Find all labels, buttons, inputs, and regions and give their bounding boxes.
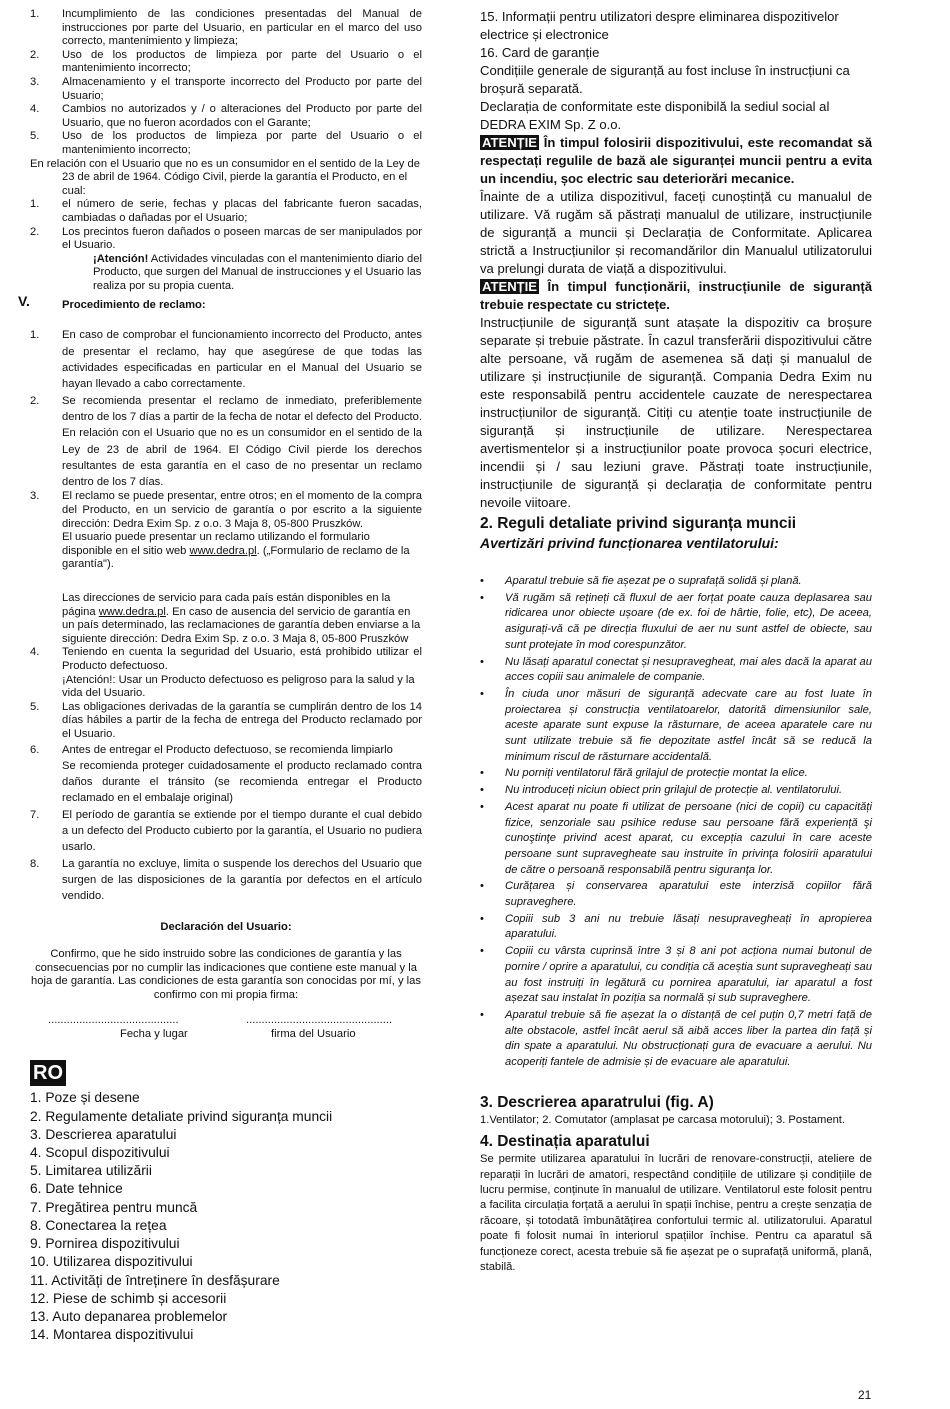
instructions-paragraph: Instrucțiunile de siguranță sunt atașate la dispozitiv ca broșure separate și trebuie păstrate. În cazul transferării dispozitivului către alte persoane, vă rugăm de asemenea să dați și manualul de utilizare și instrucțiunile de siguranță. Compania Dedra Exim nu este responsabilă pentru accidentele cauzate de nerespectarea instrucțiunilor de siguranță. Citiți cu atenție toate instrucțiunile de siguranță și instrucțiunile de utilizare. Nerespectarea avertismentelor și a instrucțiunilor poate provoca șocuri electrice, incendii și / sau leziuni grave. Păstrați toate instrucțiunile, instrucțiunile de siguranță și declarația de conformitate pentru nevoile viitoare. (480, 315, 872, 510)
toc-item: 12. Piese de schimb și accesorii (30, 1290, 227, 1306)
atentie-badge: ATENȚIE (482, 279, 538, 294)
date-place-label: Fecha y lugar (120, 1028, 188, 1041)
declaration-title: Declaración del Usuario: (160, 920, 292, 933)
destination-text: Se permite utilizarea aparatului în lucrări de renovare-construcții, ateliere de reparații în lucrări de amatori, respectând condițiile de utilizare și condițiile de lucru permise, conținute în manualul de utilizare. Ventilatorul este folosit pentru a facilita circulația forțată a aerului în spații închise, pentru a crește senzația de răcoare, și totodată îmbunătățirea confortului termic al. utilizatorului. Aparatul poate fi folosit numai în interiorul spațiilor închise. Pentru ca aparatul să funcționeze corect, acesta trebuie să fie așezat pe o suprafață uniformă, plană, stabilă. (480, 1153, 872, 1274)
right-column (480, 8, 872, 1275)
list-item: • Nu lăsați aparatul conectat și nesupravegheat, mai ales dacă la aparat au acces copiii sau animalele de companie. (480, 655, 872, 684)
toc-item: 10. Utilizarea dispozitivului (30, 1254, 193, 1270)
toc-item: 8. Conectarea la rețea (30, 1217, 167, 1233)
page-number: 21 (858, 1388, 872, 1402)
list-item: 2. Se recomienda presentar el reclamo de inmediato, preferiblemente dentro de los 7 días a partir de la fecha de notar el defecto del Producto. En relación con el Usuario que no es un consumidor en el sentido de la Ley de 23 de abril de 1964. El Código Civil pierde los derechos resultantes de esta garantía en el caso de no presentar un reclamo dentro de los 7 días. (30, 394, 422, 489)
list-a (30, 8, 422, 158)
list-item: • Aparatul trebuie să fie așezat la o distanță de cel puțin 0,7 metri față de alte obstacole, astfel încât aerul să aibă acces liber la partea din față și din spate a aparatului. Nu obstrucționați gura de evacuare a aerului. Nu acoperiți fantele de admisie și de evacuare ale aparatului. (480, 1008, 872, 1069)
attention-note: ¡Atención! Actividades vinculadas con el mantenimiento diario del Producto, que surgen del Manual de instrucciones y el Usuario las realiza por su propia cuenta. (93, 252, 422, 292)
list-item: 3. El reclamo se puede presentar, entre otros; en el momento de la compra del Producto, en un servicio de garantía o por escrito a la siguiente dirección: Dedra Exim Sp. z o.o. 3 Maja 8, 05-800 Pruszków. El usuario puede presentar un reclamo utilizando el formulario disponible en el sitio web www.dedra.pl. („Formulario de reclamo de la garantía"). Las direcciones de servicio para cada país están disponibles en la página www.dedra.pl. En caso de ausencia del servicio de garantía en un país determinado, las reclamaciones de garantía deben enviarse a la siguiente dirección: Dedra Exim Sp. z o.o. 3 Maja 8, 05-800 Pruszków (30, 490, 422, 645)
dedra-link[interactable]: www.dedra.pl (98, 605, 166, 618)
toc-item: 14. Montarea dispozitivului (30, 1327, 194, 1343)
section-heading-destination: 4. Destinația aparatului (480, 1133, 650, 1151)
list-item: 1. En caso de comprobar el funcionamiento incorrecto del Producto, antes de presentar el reclamo, hay que asegúrese de que todas las actividades especificadas en particular en el Manual del Usuario se hayan llevado a cabo correctamente. (30, 329, 422, 391)
list-item: • Copiii cu vârsta cuprinsă între 3 și 8 ani pot acționa numai butonul de pornire / oprire a aparatului, cu condiția că aceștia sunt supravegheați sau au fost instruiți în legătură cu pornirea aparatului, iar aparatul a fost așezat sau instalat în poziția sa normală și sub supraveghere. (480, 945, 872, 1005)
list-item: 2. Los precintos fueron dañados o poseen marcas de ser manipulados por el Usuario. (30, 225, 422, 252)
warning-usage: ATENȚIE În timpul folosirii dispozitivului, este recomandat să respectați regulile de bază ale siguranței muncii pentru a evita un incendiu, șoc electric sau deteriorări mecanice. (480, 135, 872, 186)
list-item: 3. Almacenamiento y el transporte incorrecto del Producto por parte del Usuario; (30, 75, 422, 102)
toc-item: 13. Auto depanarea problemelor (30, 1308, 228, 1324)
list-item: 4. Cambios no autorizados y / o alteraciones del Producto por parte del Usuario, que no fueron acordados con el Garante; (30, 103, 422, 129)
list-item: 1. el número de serie, fechas y placas del fabricante fueron sacadas, cambiadas o dañadas por el Usuario; (30, 198, 422, 224)
section-v-heading: V. Procedimiento de reclamo: (18, 293, 206, 312)
service-addresses: Las direcciones de servicio para cada país están disponibles en la página www.dedra.pl. En caso de ausencia del servicio de garantía en un país determinado, las reclamaciones de garantía deben enviarse a la siguiente dirección: Dedra Exim Sp. z o.o. 3 Maja 8, 05-800 Pruszków (62, 592, 421, 645)
description-text: 1.Ventilator; 2. Comutator (amplasat pe carcasa motorului); 3. Postament. (480, 1113, 846, 1126)
dedra-link[interactable]: www.dedra.pl (189, 544, 257, 557)
list-item: 8. La garantía no excluye, limita o suspende los derechos del Usuario que surgen de las disposiciones de la garantía por defectos en el artículo vendido. (30, 857, 422, 903)
subheading-warnings: Avertizări privind funcționarea ventilatorului: (480, 535, 779, 551)
list-item: 1. Incumplimiento de las condiciones presentadas del Manual de instrucciones por parte del Usuario, en particular en el marco del uso correcto, mantenimiento y limpieza; (30, 8, 422, 48)
list-item: • Curățarea și conservarea aparatului este interzisă copiilor fără supraveghere. (480, 880, 872, 909)
toc-item: 1. Poze și desene (30, 1090, 140, 1106)
toc-item: 4. Scopul dispozitivului (30, 1145, 170, 1161)
atentie-badge: ATENȚIE (482, 135, 538, 150)
general-conditions: Condițiile generale de siguranță au fost incluse în instrucțiuni ca broșură separată. (480, 63, 850, 96)
list-item: 4. Teniendo en cuenta la seguridad del Usuario, está prohibido utilizar el Producto defectuoso. ¡Atención!: Usar un Producto defectuoso es peligroso para la salud y la vida del Usuario. (30, 646, 422, 700)
manual-paragraph: Înainte de a utiliza dispozitivul, faceți cunoștință cu manualul de utilizare. Vă rugăm să păstrați manualul de utilizare, instrucțiunile de siguranță a muncii și Declarația de Conformitate. Aplicarea strictă a Instrucțiunilor și recomandărilor din Manualul utilizatorului va prelungi durata de viață a dispozitivului. (480, 189, 872, 276)
list-item: • În ciuda unor măsuri de siguranță adecvate care au fost luate în proiectarea și construcția ventilatoarelor, datorită dimensiunilor sale, aceste aparate sunt expuse la răsturnare, de aceea aparatele care nu sunt utilizate trebuie să fie depozitate astfel încât să se reducă la minimum riscul de răsturnare accidentală. (480, 687, 872, 763)
signature-dots-name: ............................................... (246, 1014, 393, 1027)
toc-item: 11. Activități de întreținere în desfășurare (30, 1272, 280, 1288)
list-item: 7. El período de garantía se extiende por el tiempo durante el cual debido a un defecto del Producto cubierto por la garantía, el Usuario no pudiera usarlo. (30, 808, 422, 854)
toc-item: 2. Regulamente detaliate privind siguranța muncii (30, 1108, 333, 1124)
toc-item: 9. Pornirea dispozitivului (30, 1236, 180, 1252)
section-heading-rules: 2. Reguli detaliate privind siguranța muncii (480, 515, 797, 532)
toc-item: 5. Limitarea utilizării (30, 1163, 152, 1179)
declaration-conformity: Declarația de conformitate este disponibilă la sediul social al DEDRA EXIM Sp. Z o.o. (480, 99, 830, 132)
table-of-contents (30, 1089, 422, 1344)
list-item: 5. Uso de los productos de limpieza por parte del Usuario o el mantenimiento incorrecto; (30, 130, 422, 156)
list-item: 5. Las obligaciones derivadas de la garantía se cumplirán dentro de los 14 días hábiles a partir de la fecha de entrega del Producto reclamado por el Usuario. (30, 700, 422, 740)
list-item: 2. Uso de los productos de limpieza por parte del Usuario o el mantenimiento incorrecto; (30, 48, 422, 75)
language-badge: RO (30, 1060, 66, 1086)
list-item: • Acest aparat nu poate fi utilizat de persoane (nici de copii) cu capacități fizice, senzoriale sau psihice reduse sau persoane fără experiență şi cunoştinţe privind acest aparat, cu excepția cazului în care aceste persoane sunt supravegheate sau instruite în privinţa folosirii aparatului de către o persoană responsabilă pentru siguranţa lor. (480, 800, 872, 876)
left-column (18, 8, 422, 1344)
toc-item: 3. Descrierea aparatului (30, 1126, 177, 1142)
user-signature-label: firma del Usuario (271, 1028, 356, 1041)
toc-item: 7. Pregătirea pentru muncă (30, 1199, 198, 1215)
toc-item: 16. Card de garanție (480, 45, 600, 60)
claims-list (30, 327, 422, 490)
list-item: • Nu porniți ventilatorul fără grilajul de protecție montat la elice. (480, 767, 808, 780)
consumer-paragraph: En relación con el Usuario que no es un consumidor en el sentido de la Ley de 23 de abril de 1964. Código Civil, pierde la garantía el Producto, en el cual: (30, 157, 420, 197)
list-item: 6. Antes de entregar el Producto defectuoso, se recomienda limpiarlo Se recomienda proteger cuidadosamente el producto reclamado contra daños durante el tránsito (se recomienda entregar el Producto reclamado en el embalaje original) (30, 743, 422, 805)
warnings-list (480, 574, 872, 1071)
section-heading-description: 3. Descrierea aparatrului (fig. A) (480, 1093, 714, 1111)
signature-dots-date: .......................................... (48, 1014, 179, 1027)
declaration-text: Confirmo, que he sido instruido sobre las condiciones de garantía y las consecuencias por no cumplir las indicaciones que contiene este manual y la hoja de garantía. Las condiciones de esta garantía son conocidas por mí, y las confirmo con mi propia firma: (31, 948, 421, 1001)
toc-item: 6. Date tehnice (30, 1181, 123, 1197)
claim-web-line: El usuario puede presentar un reclamo utilizando el formulario disponible en el sitio web www.dedra.pl. („Formulario de reclamo de la garantía"). (62, 531, 410, 571)
toc-item: 15. Informații pentru utilizatori despre eliminarea dispozitivelor electrice și electronice (480, 9, 839, 42)
list-item: • Nu introduceți niciun obiect prin grilajul de protecție al. ventilatorului. (480, 784, 843, 797)
signature-block (30, 1014, 422, 1048)
warning-operation: ATENȚIE În timpul funcționării, instrucțiunile de siguranță trebuie respectate cu strictețe. (480, 279, 872, 312)
list-item: • Vă rugăm să rețineți că fluxul de aer forțat poate cauza deplasarea sau ridicarea unor obiecte ușoare (de ex. foi de hârtie, folie, etc), De aceea, asigurați-vă că pe direcția fluxului de aer nu sunt astfel de obiecte, sau sunt protejate în mod corespunzător. (480, 591, 872, 651)
list-item: • Aparatul trebuie să fie așezat pe o suprafață solidă și plană. (480, 575, 802, 587)
list-item: • Copiii sub 3 ani nu trebuie lăsați nesupravegheați în apropierea aparatului. (480, 912, 872, 941)
